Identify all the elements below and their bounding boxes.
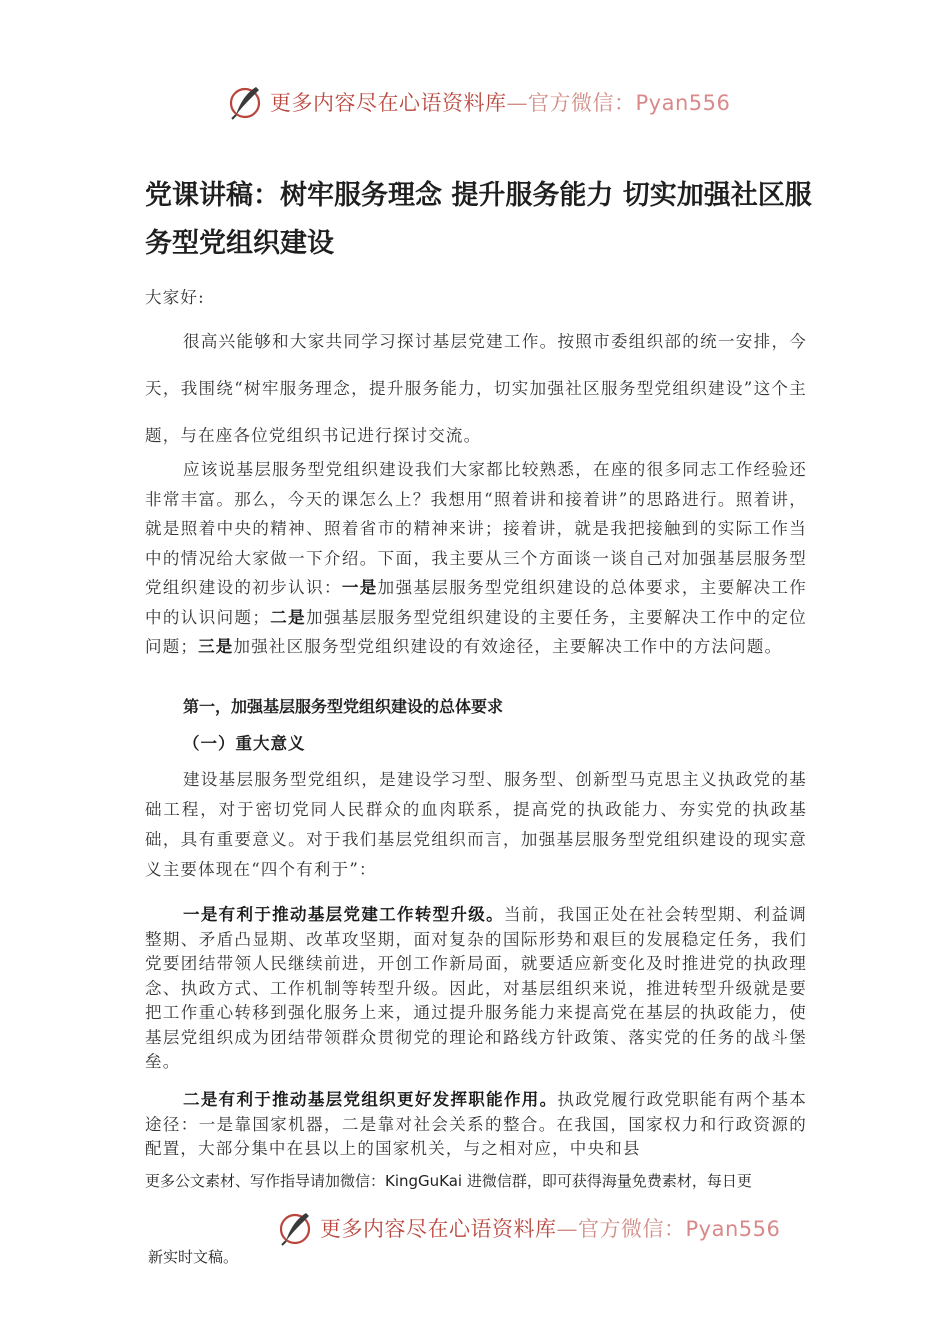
footer-note-continued: 新实时文稿。 [148,1248,239,1266]
paragraph-significance: 建设基层服务型党组织，是建设学习型、服务型、创新型马克思主义执政党的基础工程，对于密切党同人民群众的血肉联系，提高党的执政能力、夯实党的执政基础，具有重要意义。对于我们基层党组织而言，加强基层服务型党组织建设的现实意义主要体现在“四个有利于”： [145,770,807,879]
banner-text: 更多内容尽在心语资料库—官方微信：Pyan556 [320,1217,781,1241]
page-title: 党课讲稿：树牢服务理念 提升服务能力 切实加强社区服务型党组织建设 [145,180,812,259]
footer-note: 更多公文素材、写作指导请加微信：KingGuKai 进微信群，即可获得海量免费素材，每日更 [145,1172,752,1190]
top-banner [226,82,730,122]
section-heading: 第一，加强基层服务型党组织建设的总体要求 [183,697,504,716]
paragraph-outline: 应该说基层服务型党组织建设我们大家都比较熟悉，在座的很多同志工作经验还非常丰富。那么，今天的课怎么上？我想用“照着讲和接着讲”的思路进行。照着讲，就是照着中央的精神、照着省市的精神来讲；接着讲，就是我把接触到的实际工作当中的情况给大家做一下介绍。下面，我主要从三个方面谈一谈自己对加强基层服务型党组织建设的初步认识：一是加强基层服务型党组织建设的总体要求，主要解决工作中的认识问题；二是加强基层服务型党组织建设的主要任务，主要解决工作中的定位问题；三是加强社区服务型党组织建设的有效途径，主要解决工作中的方法问题。 [145,460,808,656]
paragraph-intro: 很高兴能够和大家共同学习探讨基层党建工作。按照市委组织部的统一安排，今天，我围绕“树牢服务理念，提升服务能力，切实加强社区服务型党组织建设”这个主题，与在座各位党组织书记进行探讨交流。 [145,332,807,445]
paragraph-point-two: 二是有利于推动基层党组织更好发挥职能作用。执政党履行政党职能有两个基本途径：一是靠国家机器，二是靠对社会关系的整合。在我国，国家权力和行政资源的配置，大部分集中在县以上的国家机关，与之相对应，中央和县 [145,1090,807,1158]
paragraph-point-one: 一是有利于推动基层党建工作转型升级。当前，我国正处在社会转型期、利益调整期、矛盾凸显期、改革攻坚期，面对复杂的国际形势和艰巨的发展稳定任务，我们党要团结带领人民继续前进，开创工作新局面，就要适应新变化及时推进党的执政理念、执政方式、工作机制等转型升级。因此，对基层组织来说，推进转型升级就是要把工作重心转移到强化服务上来，通过提升服务能力来提高党在基层的执政能力，使基层党组织成为团结带领群众贯彻党的理论和路线方针政策、落实党的任务的战斗堡垒。 [145,905,807,1071]
greeting: 大家好: [145,288,205,307]
bottom-banner [276,1208,780,1248]
quill-logo-icon [226,82,266,122]
quill-logo-icon [276,1208,316,1248]
banner-text: 更多内容尽在心语资料库—官方微信：Pyan556 [270,91,731,115]
subsection-heading: （一）重大意义 [183,734,306,753]
